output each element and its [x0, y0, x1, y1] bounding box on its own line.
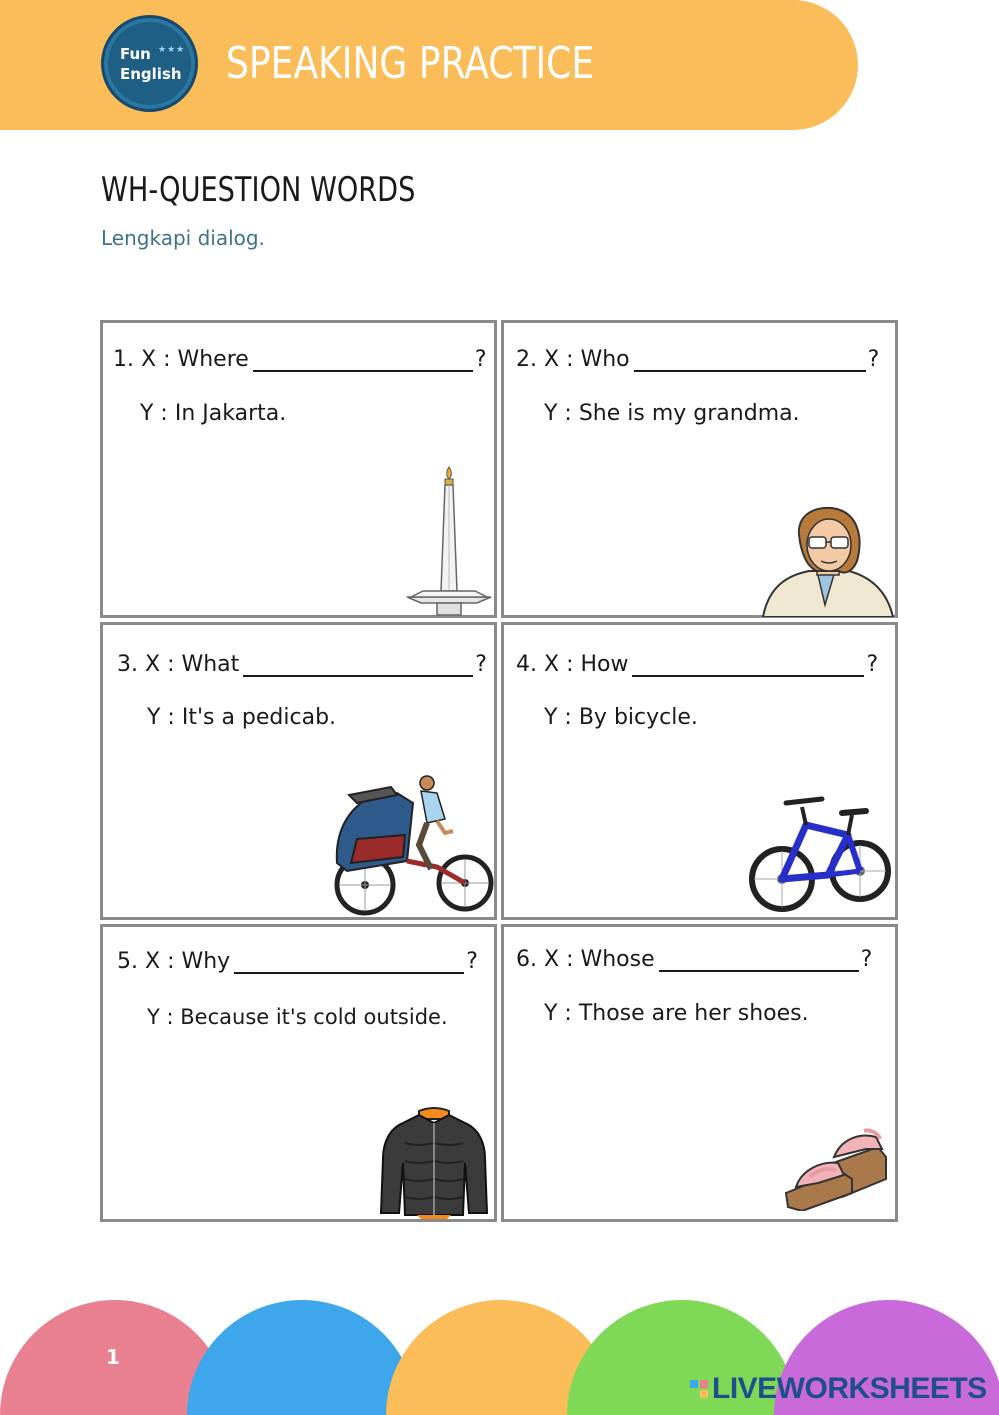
answer-blank[interactable]: [243, 655, 473, 677]
logo-text-line1: Fun: [120, 45, 151, 63]
y-label: Y :: [544, 401, 572, 426]
item-number: 4.: [516, 652, 537, 677]
logo-text-line2: English: [120, 65, 182, 83]
question-word: What: [181, 652, 240, 677]
y-label: Y :: [544, 705, 572, 730]
answer-blank[interactable]: [234, 952, 464, 974]
answer-text: In Jakarta.: [174, 401, 287, 426]
question-line: [516, 652, 878, 677]
answer-line: [544, 705, 698, 730]
question-mark: ?: [466, 949, 478, 974]
y-label: Y :: [147, 705, 175, 730]
question-word: Where: [177, 347, 249, 372]
answer-blank[interactable]: [634, 350, 866, 372]
answer-text: It's a pedicab.: [181, 705, 337, 730]
question-mark: ?: [866, 652, 879, 677]
dialog-card-2: [501, 320, 898, 618]
item-number: 5.: [117, 949, 138, 974]
question-word: How: [580, 652, 629, 677]
answer-blank[interactable]: [659, 950, 859, 972]
answer-line: [544, 1001, 809, 1026]
page-number: 1: [106, 1345, 120, 1369]
question-line: [516, 347, 879, 372]
star-icon: ★★★: [158, 45, 186, 55]
answer-line: [147, 705, 336, 730]
answer-line: [544, 401, 800, 426]
x-label: X :: [544, 652, 574, 677]
liveworksheets-logo[interactable]: [690, 1372, 987, 1406]
x-label: X :: [145, 652, 175, 677]
answer-text: Because it's cold outside.: [180, 1005, 448, 1029]
jacket-icon: [377, 1103, 491, 1219]
x-label: X :: [145, 949, 175, 974]
footer-circle-blue: [187, 1300, 417, 1415]
question-line: [113, 347, 487, 372]
item-number: 2.: [516, 347, 537, 372]
question-word: Whose: [580, 947, 655, 972]
liveworksheets-grid-icon: [690, 1380, 708, 1398]
pedicab-icon: [327, 773, 495, 919]
question-mark: ?: [474, 347, 487, 372]
x-label: X :: [544, 347, 574, 372]
answer-text: She is my grandma.: [578, 401, 800, 426]
bicycle-icon: [748, 795, 892, 919]
answer-blank[interactable]: [632, 655, 864, 677]
monas-monument-icon: [403, 463, 497, 619]
x-label: X :: [544, 947, 574, 972]
instruction-text: Lengkapi dialog.: [101, 226, 265, 250]
section-title: WH-QUESTION WORDS: [101, 170, 416, 210]
answer-line: [147, 1005, 448, 1029]
question-mark: ?: [860, 947, 873, 972]
item-number: 3.: [117, 652, 138, 677]
shoes-icon: [782, 1127, 896, 1211]
question-line: [117, 949, 478, 974]
y-label: Y :: [147, 1005, 174, 1029]
brand-text: LIVEWORKSHEETS: [712, 1372, 987, 1405]
grandma-icon: [759, 505, 895, 617]
page-title: SPEAKING PRACTICE: [226, 38, 595, 89]
dialog-card-4: [501, 622, 898, 920]
x-label: X :: [141, 347, 171, 372]
question-line: [516, 947, 872, 972]
y-label: Y :: [140, 401, 168, 426]
question-mark: ?: [475, 652, 487, 677]
answer-text: Those are her shoes.: [578, 1001, 809, 1026]
answer-text: By bicycle.: [578, 705, 698, 730]
y-label: Y :: [544, 1001, 572, 1026]
fun-english-logo: [101, 15, 198, 112]
question-mark: ?: [867, 347, 880, 372]
answer-line: [140, 401, 286, 426]
dialog-card-1: [100, 320, 497, 618]
question-line: [117, 652, 487, 677]
item-number: 1.: [113, 347, 134, 372]
answer-blank[interactable]: [253, 350, 473, 372]
item-number: 6.: [516, 947, 537, 972]
dialog-card-3: [100, 622, 497, 920]
question-word: Who: [580, 347, 630, 372]
question-word: Why: [181, 949, 231, 974]
dialog-card-6: [501, 924, 898, 1222]
dialog-card-5: [100, 924, 497, 1222]
